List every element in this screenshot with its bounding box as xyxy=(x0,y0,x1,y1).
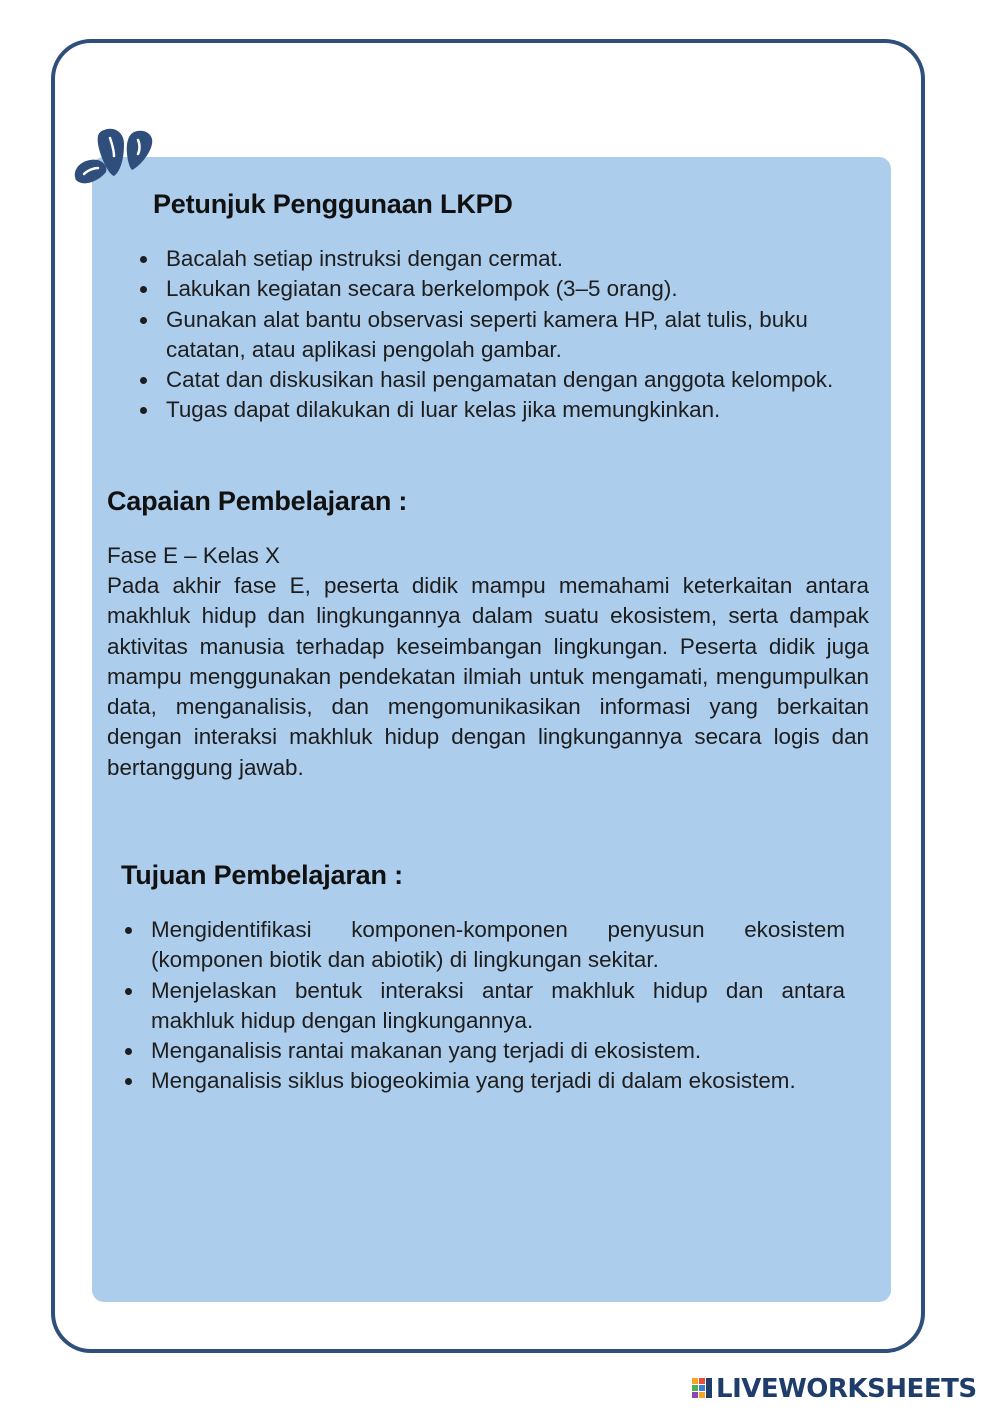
brand-name: LIVEWORKSHEETS xyxy=(716,1374,977,1404)
petunjuk-list xyxy=(138,244,858,426)
list-item: Menganalisis rantai makanan yang terjadi di ekosistem. xyxy=(123,1036,845,1066)
bullet-icon xyxy=(140,256,147,263)
list-item: Menjelaskan bentuk interaksi antar makhluk hidup dan antara makhluk hidup dengan lingkungannya. xyxy=(123,976,845,1037)
tujuan-list xyxy=(123,915,845,1097)
petunjuk-heading: Petunjuk Penggunaan LKPD xyxy=(153,189,513,219)
capaian-paragraph: Pada akhir fase E, peserta didik mampu memahami keterkaitan antara makhluk hidup dan lingkungannya dalam suatu ekosistem, serta dampak aktivitas manusia terhadap keseimbangan lingkungan. Peserta didik juga mampu menggunakan pendekatan ilmiah untuk mengamati, mengumpulkan data, menganalisis, dan mengomunikasikan informasi yang berkaitan dengan interaksi makhluk hidup dengan lingkungannya secara logis dan bertanggung jawab. xyxy=(107,573,869,780)
list-item: Catat dan diskusikan hasil pengamatan dengan anggota kelompok. xyxy=(138,365,858,395)
bullet-icon xyxy=(140,377,147,384)
list-item: Lakukan kegiatan secara berkelompok (3–5 orang). xyxy=(138,274,858,304)
bullet-icon xyxy=(125,1048,132,1055)
list-item: Bacalah setiap instruksi dengan cermat. xyxy=(138,244,858,274)
list-item: Mengidentifikasi komponen-komponen penyusun ekosistem (komponen biotik dan abiotik) di lingkungan sekitar. xyxy=(123,915,845,976)
bullet-icon xyxy=(125,927,132,934)
bullet-icon xyxy=(125,1078,132,1085)
list-item: Gunakan alat bantu observasi seperti kamera HP, alat tulis, buku catatan, atau aplikasi pengolah gambar. xyxy=(138,305,858,366)
bullet-icon xyxy=(140,407,147,414)
bullet-icon xyxy=(140,317,147,324)
list-item: Tugas dapat dilakukan di luar kelas jika memungkinkan. xyxy=(138,395,858,425)
capaian-heading: Capaian Pembelajaran : xyxy=(107,486,408,516)
bullet-icon xyxy=(140,286,147,293)
liveworksheets-brand[interactable] xyxy=(692,1372,977,1406)
list-item: Menganalisis siklus biogeokimia yang terjadi di dalam ekosistem. xyxy=(123,1066,845,1096)
sparkle-burst-icon xyxy=(70,122,160,194)
fase-label: Fase E – Kelas X xyxy=(107,543,280,568)
tujuan-heading: Tujuan Pembelajaran : xyxy=(121,860,403,890)
liveworksheets-logo-icon xyxy=(692,1376,714,1402)
bullet-icon xyxy=(125,988,132,995)
